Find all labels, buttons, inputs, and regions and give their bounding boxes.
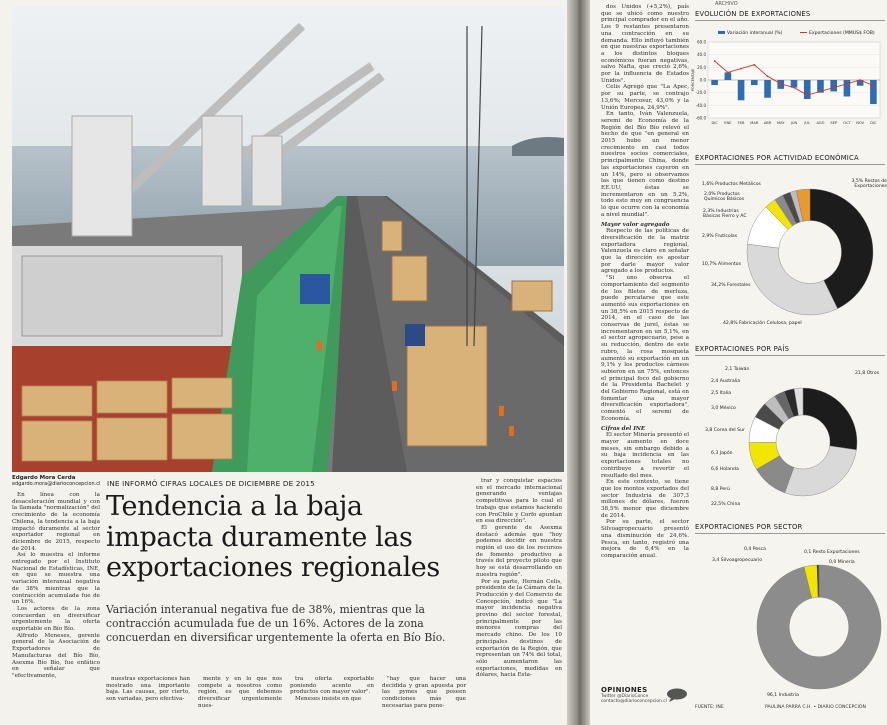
paragraph: Por su parte, el sector Silvoagropecuario presentó una disminución de 24,6%. Pesca, en tanto, registró una mejora de 6,4% en la comparación anual. [601,519,689,559]
point [833,87,835,89]
paragraph: tra oferta exportable poniendo acento en productos con mayor valor". [290,676,374,696]
point [753,64,755,66]
bar [751,80,758,85]
paragraph: mente y en lo que nos compete a nosotros como región, es que debemos diversificar urgentemente nues- [198,676,282,709]
x-tick-label: DIC [711,121,718,125]
x-tick-label: JUN [790,121,798,125]
pie-slice [747,244,838,315]
ship-loading-illustration [12,6,564,472]
body-column-1 [12,492,100,680]
paragraph: En este contexto, se tiene que los montos exportados del sector Industria de 307,3 millones de dólares, fueron 38,5% menor que diciembre de 2014. [601,479,689,519]
y-tick-label: 20.0 [697,64,706,70]
label-pais-mexico: 3,0 México [711,406,736,411]
label-act-fruticolas: 2,9% Frutícolas [702,234,738,239]
bar [791,80,798,88]
x-tick-label: AGO [816,121,825,125]
opiniones-twitter: Twitter @DiarioConce [601,694,649,699]
legend-label: Exportaciones (MMUS$ FOB) [809,31,875,36]
evolution-chart [690,36,886,132]
label-act-quimicos: 2,0% Productos Químicos Básicos [704,192,745,202]
subhead-mayor-valor: Mayor valor agregado [601,221,670,228]
subhead-cifras-ine: Cifras del INE [601,425,646,432]
point [820,91,822,93]
bar [764,80,771,98]
article-kicker: INE INFORMÓ CIFRAS LOCALES DE DICIEMBRE DE 2015 [107,479,315,488]
paragraph: nuestras exportaciones han mostrado una importante baja. Las causas, por cierto, son variadas, pero efectiva- [106,676,190,703]
x-tick-label: MAR [750,121,759,125]
label-act-metalicos: 1,6% Productos Metálicos [702,182,761,187]
bar [870,80,877,104]
x-tick-label: FEB [737,121,745,125]
right-page [590,0,887,725]
label-act-alimentos: 10,7% Alimentos [702,262,741,267]
opiniones-email: contacto@diarioconcepcion.cl [601,699,667,705]
label-pais-australia: 2,4 Australia [711,379,741,384]
page-header-label: ARCHIVO [715,1,738,7]
paragraph: Los actores de la zona concuerdan en diversificar urgentemente la oferta exportable en Bío Bío. [12,605,100,633]
x-tick-label: ENE [724,121,732,125]
paragraph: Meneses insiste en que [295,696,362,703]
chart-title-pais: EXPORTACIONES POR PAÍS [695,345,885,356]
paragraph: Así lo muestra el informe entregado por el Instituto Nacional de Estadísticas, INE, en que se muestra una variación interanual negativa de 38% mientras que la contracción acumulada fue de un 16%. [12,552,100,606]
point [727,72,729,74]
label-act-forestales: 34,2% Forestales [711,283,751,288]
point [872,85,874,87]
point [846,83,848,85]
label-act-restos: 3,5% Restos de Exportaciones [851,179,887,189]
x-tick-label: SEP [830,121,838,125]
bar [725,72,732,80]
chart-title-actividad: EXPORTACIONES POR ACTIVIDAD ECONÓMICA [695,154,885,165]
y-tick-label: -40.0 [695,102,706,108]
label-sector-resto: 0,1 Resto Exportaciones [804,550,860,555]
paragraph: En tanto, Iván Valenzuela, seremi de Economía de la Región del Bío Bío relevó el hecho de que "en general en 2015 hubo un menor crecimiento en casi todos nuestros socios comerciales, principalmente China, donde las exportaciones cayeron en un 14%, pero si observamos las que tienen como destino EE.UU, éstas se incrementaron en un 5,2%, todo esto muy en congruencia lo que ocurre con la economía a nivel mundial". [601,111,689,218]
y-tick-label: 40.0 [697,52,706,58]
label-pais-corea: 3,8 Corea del Sur [705,428,745,433]
y-tick-label: -60.0 [695,115,706,121]
label-pais-taiwan: 2,1 Taiwán [725,367,750,372]
y-tick-label: 60.0 [697,39,706,45]
chart-title-sector: EXPORTACIONES POR SECTOR [695,523,885,534]
bar [711,80,718,85]
paragraph: Respecto de las políticas de diversificación de la matriz exportadora regional, Valenzuela es claro en señalar que la dirección es apostar por darle mayor valor agregado a los productos. [601,228,689,275]
pie-slice [785,446,857,496]
x-tick-label: MAY [777,121,785,125]
y-tick-label: 0.0 [699,77,706,83]
label-act-celulosa: 42,8% Fabricación Celulosa, papel [723,321,802,326]
label-sector-pesca: 0,4 Pesca [744,547,766,552]
legend-swatch-blue [718,31,725,34]
bar [830,80,837,91]
graphics-credit: PAULINA PARRA C.H. • DIARIO CONCEPCIÓN [765,705,866,710]
paragraph: El sector Minería presentó el mayor aumento en doce meses, sin embargo debido a su baja incidencia en las exportaciones totales no contribuye a revertir el resultado del mes. [601,432,689,479]
article-deck: Variación interanual negativa fue de 38%, mientras que la contracción acumulada fue de un 16%. Actores de la zona concuerdan en diversificar urgentemente la oferta en Bío Bío. [106,603,446,644]
y-axis-label: PORCENTAJE [691,68,695,92]
legend-label: Variación interanual (%) [727,31,783,36]
pie-slice [803,388,857,450]
photo-credit-email: edgardo.mora@diarioconcepcion.cl [12,481,101,487]
point [780,83,782,85]
body-column-6 [476,478,562,679]
paragraph: El gerente de Asexma destacó además que "hoy podemos decidir en nuestra región el uso de los recursos de fomento productivo a través del proyecto piloto que hoy se está desarrollando en nuestra región". [476,524,562,578]
label-sector-mineria: 0,0 Minería [829,560,855,565]
sector-donut [755,563,883,691]
article-headline: Tendencia a la baja impacta duramente las exportaciones regionales [106,491,440,583]
body-column-3 [198,676,282,710]
legend-swatch-red [800,32,807,34]
port-photo [12,6,564,472]
source-note: FUENTE: INE [695,705,724,710]
bar [844,80,851,96]
activity-donut [745,187,875,317]
point [859,79,861,81]
paragraph: trar y conquistar espacios en el mercado internacional generando ventajas competitivas para lo cual el trabajo que estamos haciendo con ProChile y Corfo apuntan en esa dirección". [476,478,562,525]
right-body-column [601,4,689,560]
paragraph: Celis Agregó que "La Apec, por su parte, se contrajo 13,6%; Mercosur, 43,0% y la Unión Europea, 24,9%". [601,84,689,111]
label-pais-holanda: 6,6 Holanda [711,467,739,472]
page-gutter [567,0,590,725]
label-pais-italia: 2,5 Italia [711,391,732,396]
paragraph: "hay que hacer una decidida y gran apuesta por las pymes que poseen condiciones más que necesarias para pene- [382,676,466,709]
point [714,60,716,62]
photo-credit-name: Edgardo Mora Cerda [12,475,76,481]
bar [738,80,745,100]
paragraph: En línea con la desaceleración mundial y con la llamada "normalización" del crecimiento de la economía Chilena, la tendencia a la baja impactó duramente al sector exportador regional en diciembre de 2015, respecto de 2014. [12,492,100,552]
body-column-4 [290,676,374,703]
opiniones-title: OPINIONES [601,686,648,694]
x-tick-label: OCT [843,121,851,125]
speech-bubble-icon [666,688,688,702]
photo-credit [12,475,100,487]
x-tick-label: ABR [763,121,772,125]
body-column-5 [382,676,466,710]
label-pais-otros: 21,8 Otros [855,371,880,376]
country-donut [747,386,859,498]
paragraph: "Si uno observa el comportamiento del segmento de los filetes de merluza, puede percatarse que este aumentó sus exportaciones en un 38,5% en 2015 respecto de 2014, en el caso de las conservas de jurel, éstas se incrementaron en un 5,1%, en el sector agropecuario, pese a su reducción, dentro de este rubro, la rosa mosqueta aumentó su exportación en un 9,1% y los productos cárneos subieron en un 75%, entonces el principal foco del gobierno de la Presidenta Bachelet y del Gobierno Regional, está en fomentar una mayor diversificación exportadora", comentó el seremi de Economía. [601,275,689,422]
point [767,75,769,77]
paragraph: Por su parte, Hernán Celis, presidente de la Cámara de la Producción y del Comercio de Concepción, indicó que "La mayor incidencia negativa provino del sector forestal, principalmente por las menores compras del mercado chino. De los 10 principales destinos de exportación de la Región, que representan un 74% del total, sólo aumentaron las exportaciones, medidas en dólares, hacia Esta- [476,578,562,679]
point [740,68,742,70]
label-pais-peru: 8,8 Perú [711,487,730,492]
label-sector-industria: 96,1 Industria [767,693,799,698]
point [806,94,808,96]
point [793,87,795,89]
opiniones-box [601,686,667,705]
label-sector-silvo: 3,4 Silvoagropecuario [712,558,763,563]
x-tick-label: DIC [870,121,877,125]
bar [804,80,811,99]
chart-title-evolucion: EVOLUCIÓN DE EXPORTACIONES [695,10,885,21]
y-tick-label: -20.0 [695,90,706,96]
x-tick-label: NOV [856,121,865,125]
paragraph: dos Unidos (+5,2%), país que se ubicó como nuestro principal comprador en el año. Los 9 restantes presentaron una contracción en su demanda. Ello influyó también en que nuestras exportaciones a los distintos bloques económicos fueran negativas, salvo Nafta, que creció 2,6%, por la influencia de Estados Unidos". [601,4,689,84]
x-tick-label: JUL [804,121,811,125]
label-pais-china: 22,5% China [711,502,741,507]
body-column-2 [106,676,190,703]
label-act-fierro: 2,3% Industrias Básicas Fierro y AC [703,209,747,219]
paragraph: Alfredo Meneses, gerente general de la Asociación de Exportadores de Manufacturas del Bío Bío, Asexma Bío Bío, fue enfático en señalar que "efectivamente, [12,632,100,679]
label-pais-japon: 6,3 Japón [711,451,733,456]
